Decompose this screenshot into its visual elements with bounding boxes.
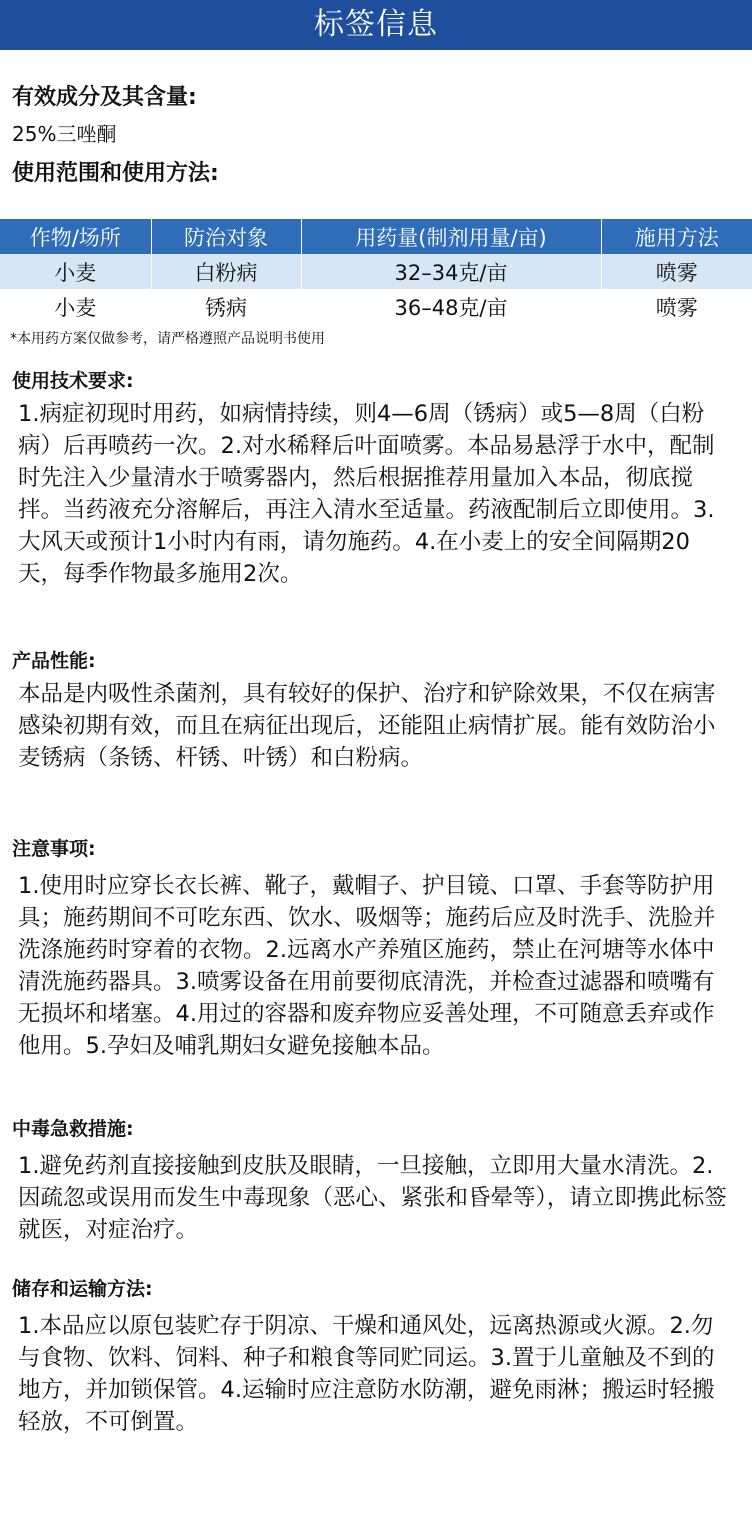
table-cell: 36–48克/亩 — [301, 289, 601, 324]
active-ingredient-heading: 有效成分及其含量: — [12, 85, 197, 110]
dosage-table — [0, 219, 752, 324]
table-row — [0, 254, 752, 289]
table-cell: 白粉病 — [151, 254, 301, 289]
table-cell: 喷雾 — [601, 254, 752, 289]
dosage-note: *本用药方案仅做参考，请严格遵照产品说明书使用 — [10, 331, 325, 347]
technical-requirements-heading: 使用技术要求: — [12, 370, 134, 392]
column-header-crop: 作物/场所 — [0, 219, 151, 254]
precautions-heading: 注意事项: — [12, 838, 96, 860]
first-aid-text: 1.避免药剂直接接触到皮肤及眼睛，一旦接触，立即用大量水清洗。2.因疏忽或误用而发生中毒现象（恶心、紧张和昏晕等），请立即携此标签就医，对症治疗。 — [18, 1153, 727, 1243]
storage-transport-heading: 储存和运输方法: — [12, 1278, 153, 1300]
table-cell: 锈病 — [151, 289, 301, 324]
storage-transport-text: 1.本品应以原包装贮存于阴凉、干燥和通风处，远离热源或火源。2.勿与食物、饮料、饲料、种子和粮食等同贮同运。3.置于儿童触及不到的地方，并加锁保管。4.运输时应注意防水防潮，避免雨淋；搬运时轻搬轻放，不可倒置。 — [18, 1313, 715, 1435]
page-title: 标签信息 — [0, 0, 752, 50]
column-header-target: 防治对象 — [151, 219, 301, 254]
table-cell: 32–34克/亩 — [301, 254, 601, 289]
table-header-row — [0, 219, 752, 254]
precautions-text: 1.使用时应穿长衣长裤、靴子，戴帽子、护目镜、口罩、手套等防护用具；施药期间不可吃东西、饮水、吸烟等；施药后应及时洗手、洗脸并洗涤施药时穿着的衣物。2.远离水产养殖区施药，禁止在河塘等水体中清洗施药器具。3.喷雾设备在用前要彻底清洗，并检查过滤器和喷嘴有无损坏和堵塞。4.用过的容器和废弃物应妥善处理，不可随意丢弃或作他用。5.孕妇及哺乳期妇女避免接触本品。 — [18, 873, 716, 1059]
column-header-dosage: 用药量(制剂用量/亩) — [301, 219, 601, 254]
table-cell: 小麦 — [0, 254, 151, 289]
table-row — [0, 289, 752, 324]
product-performance-heading: 产品性能: — [12, 650, 96, 672]
usage-heading: 使用范围和使用方法: — [12, 161, 219, 186]
table-cell: 小麦 — [0, 289, 151, 324]
active-ingredient-value: 25%三唑酮 — [12, 122, 117, 146]
product-performance-text: 本品是内吸性杀菌剂，具有较好的保护、治疗和铲除效果，不仅在病害感染初期有效，而且在病征出现后，还能阻止病情扩展。能有效防治小麦锈病（条锈、杆锈、叶锈）和白粉病。 — [18, 681, 716, 771]
column-header-method: 施用方法 — [601, 219, 752, 254]
first-aid-heading: 中毒急救措施: — [12, 1118, 134, 1140]
technical-requirements-text: 1.病症初现时用药，如病情持续，则4—6周（锈病）或5—8周（白粉病）后再喷药一次。2.对水稀释后叶面喷雾。本品易悬浮于水中，配制时先注入少量清水于喷雾器内，然后根据推荐用量加入本品，彻底搅拌。当药液充分溶解后，再注入清水至适量。药液配制后立即使用。3.大风天或预计1小时内有雨，请勿施药。4.在小麦上的安全间隔期20天，每季作物最多施用2次。 — [18, 401, 715, 587]
table-cell: 喷雾 — [601, 289, 752, 324]
